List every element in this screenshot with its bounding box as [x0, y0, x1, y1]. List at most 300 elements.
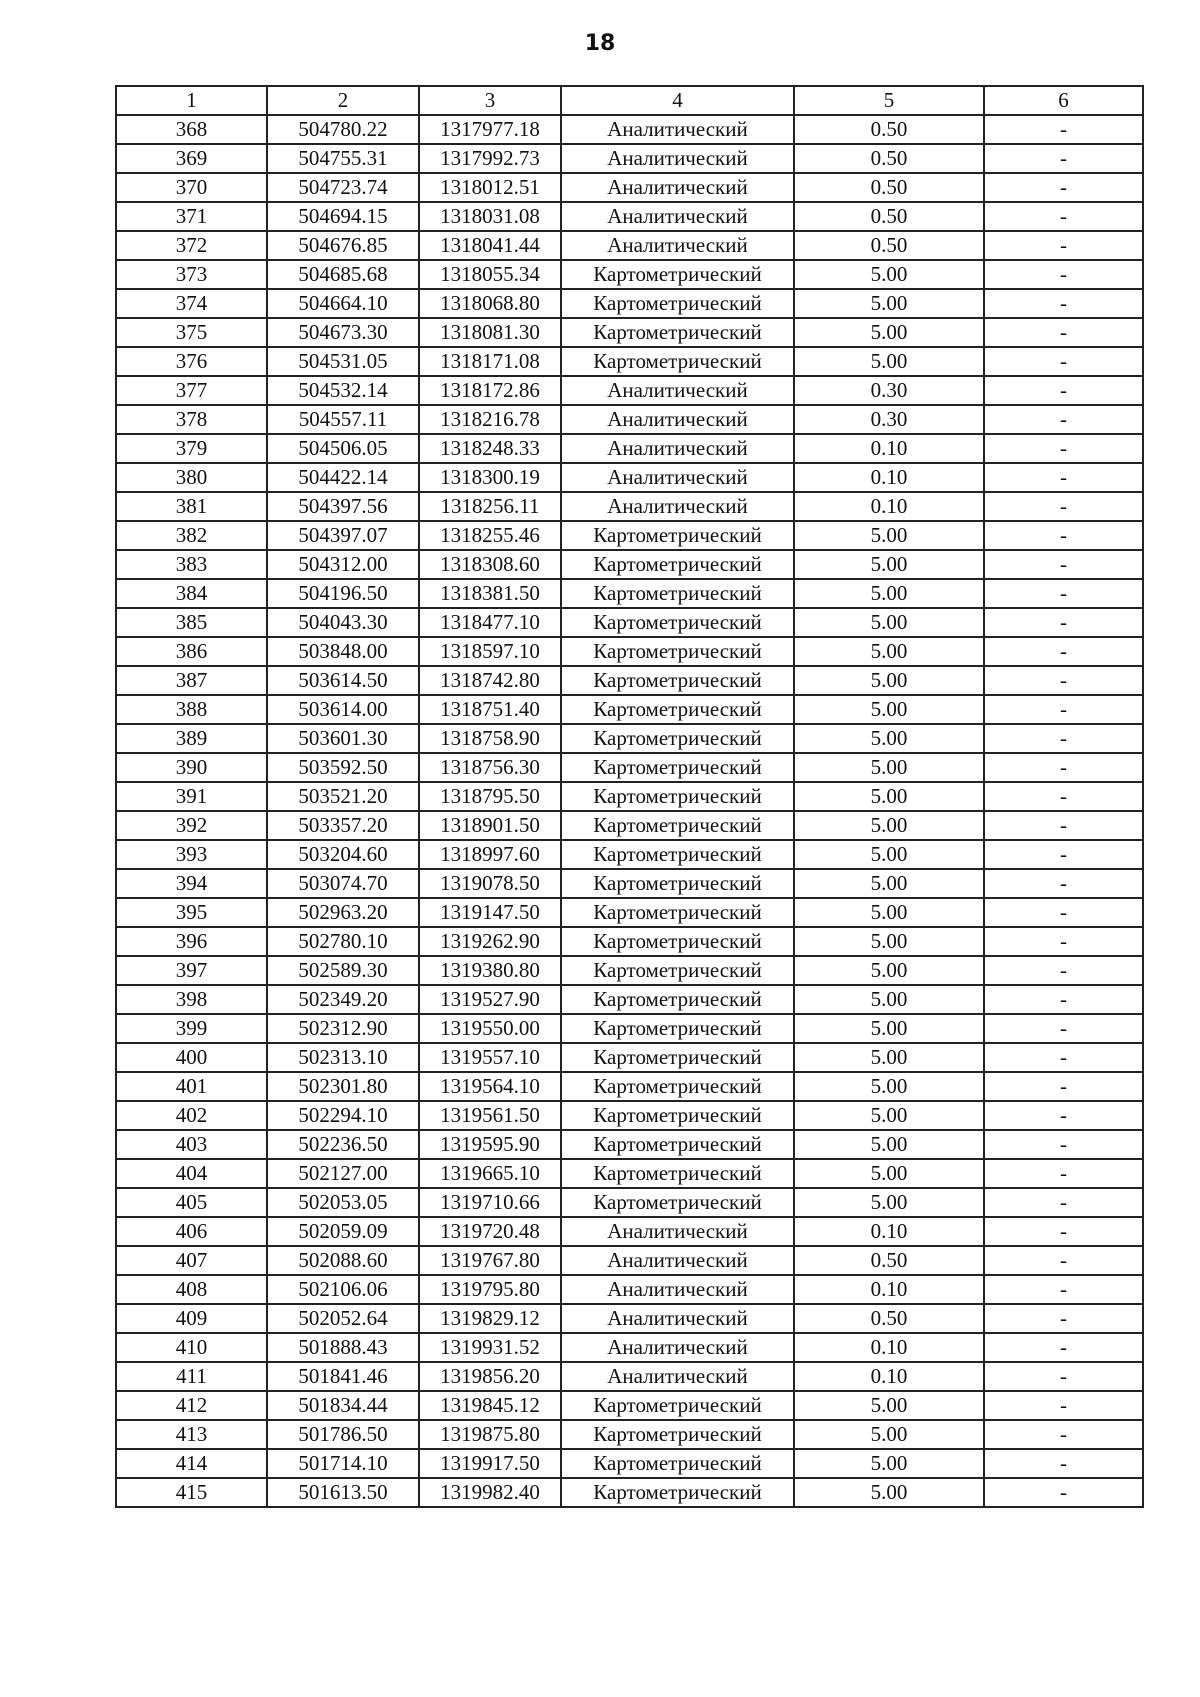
cell-accuracy: 0.10 [794, 1275, 984, 1304]
cell-coordinate-x: 502053.05 [267, 1188, 419, 1217]
cell-coordinate-y: 1319720.48 [419, 1217, 561, 1246]
cell-method: Картометрический [561, 956, 794, 985]
cell-accuracy: 5.00 [794, 1014, 984, 1043]
table-row [116, 1362, 1143, 1391]
cell-point-number: 375 [116, 318, 267, 347]
table-row [116, 231, 1143, 260]
cell-point-number: 387 [116, 666, 267, 695]
table-row [116, 869, 1143, 898]
cell-method: Картометрический [561, 1449, 794, 1478]
cell-method: Аналитический [561, 1304, 794, 1333]
table-row [116, 956, 1143, 985]
cell-accuracy: 5.00 [794, 1159, 984, 1188]
cell-note: - [984, 521, 1143, 550]
cell-accuracy: 0.50 [794, 173, 984, 202]
cell-point-number: 376 [116, 347, 267, 376]
table-row [116, 782, 1143, 811]
cell-coordinate-y: 1319665.10 [419, 1159, 561, 1188]
header-cell-5: 5 [794, 86, 984, 115]
cell-note: - [984, 463, 1143, 492]
cell-method: Аналитический [561, 144, 794, 173]
cell-coordinate-x: 504780.22 [267, 115, 419, 144]
cell-coordinate-x: 504506.05 [267, 434, 419, 463]
cell-coordinate-x: 502780.10 [267, 927, 419, 956]
table-row [116, 927, 1143, 956]
cell-point-number: 394 [116, 869, 267, 898]
cell-method: Картометрический [561, 1478, 794, 1507]
cell-accuracy: 0.50 [794, 115, 984, 144]
table-row [116, 1304, 1143, 1333]
cell-accuracy: 5.00 [794, 811, 984, 840]
cell-coordinate-x: 504685.68 [267, 260, 419, 289]
cell-coordinate-y: 1318255.46 [419, 521, 561, 550]
cell-method: Картометрический [561, 782, 794, 811]
cell-note: - [984, 579, 1143, 608]
cell-coordinate-y: 1319380.80 [419, 956, 561, 985]
cell-accuracy: 5.00 [794, 695, 984, 724]
cell-point-number: 372 [116, 231, 267, 260]
cell-note: - [984, 637, 1143, 666]
cell-coordinate-y: 1318068.80 [419, 289, 561, 318]
cell-accuracy: 5.00 [794, 898, 984, 927]
cell-coordinate-x: 502059.09 [267, 1217, 419, 1246]
cell-method: Картометрический [561, 289, 794, 318]
cell-method: Картометрический [561, 840, 794, 869]
cell-coordinate-x: 504755.31 [267, 144, 419, 173]
cell-point-number: 378 [116, 405, 267, 434]
cell-coordinate-x: 502312.90 [267, 1014, 419, 1043]
cell-coordinate-x: 502313.10 [267, 1043, 419, 1072]
table-row [116, 840, 1143, 869]
cell-method: Картометрический [561, 927, 794, 956]
cell-coordinate-x: 502294.10 [267, 1101, 419, 1130]
cell-coordinate-y: 1319262.90 [419, 927, 561, 956]
cell-method: Картометрический [561, 753, 794, 782]
cell-note: - [984, 1478, 1143, 1507]
cell-point-number: 369 [116, 144, 267, 173]
cell-note: - [984, 985, 1143, 1014]
cell-note: - [984, 376, 1143, 405]
cell-point-number: 389 [116, 724, 267, 753]
cell-accuracy: 5.00 [794, 927, 984, 956]
cell-accuracy: 0.30 [794, 376, 984, 405]
table-row [116, 1130, 1143, 1159]
cell-coordinate-x: 503074.70 [267, 869, 419, 898]
cell-point-number: 407 [116, 1246, 267, 1275]
cell-coordinate-x: 504664.10 [267, 289, 419, 318]
table-row [116, 1188, 1143, 1217]
cell-accuracy: 0.50 [794, 231, 984, 260]
cell-point-number: 381 [116, 492, 267, 521]
cell-coordinate-y: 1318751.40 [419, 695, 561, 724]
cell-point-number: 410 [116, 1333, 267, 1362]
cell-accuracy: 5.00 [794, 1478, 984, 1507]
cell-point-number: 388 [116, 695, 267, 724]
table-row [116, 405, 1143, 434]
table-body [116, 115, 1143, 1507]
cell-coordinate-x: 504312.00 [267, 550, 419, 579]
cell-accuracy: 0.10 [794, 1333, 984, 1362]
cell-coordinate-x: 503521.20 [267, 782, 419, 811]
cell-coordinate-y: 1318758.90 [419, 724, 561, 753]
cell-coordinate-y: 1318248.33 [419, 434, 561, 463]
cell-coordinate-y: 1317977.18 [419, 115, 561, 144]
cell-coordinate-y: 1318795.50 [419, 782, 561, 811]
cell-coordinate-x: 502127.00 [267, 1159, 419, 1188]
cell-accuracy: 5.00 [794, 637, 984, 666]
header-cell-4: 4 [561, 86, 794, 115]
cell-note: - [984, 898, 1143, 927]
cell-note: - [984, 1362, 1143, 1391]
cell-accuracy: 5.00 [794, 521, 984, 550]
cell-note: - [984, 753, 1143, 782]
cell-note: - [984, 1014, 1143, 1043]
cell-coordinate-y: 1319710.66 [419, 1188, 561, 1217]
cell-point-number: 384 [116, 579, 267, 608]
table-row [116, 1014, 1143, 1043]
cell-coordinate-x: 503592.50 [267, 753, 419, 782]
cell-coordinate-x: 504676.85 [267, 231, 419, 260]
cell-accuracy: 0.50 [794, 1304, 984, 1333]
cell-note: - [984, 1391, 1143, 1420]
cell-method: Картометрический [561, 1420, 794, 1449]
cell-method: Картометрический [561, 695, 794, 724]
cell-coordinate-y: 1319795.80 [419, 1275, 561, 1304]
cell-note: - [984, 608, 1143, 637]
cell-coordinate-y: 1319550.00 [419, 1014, 561, 1043]
cell-note: - [984, 1159, 1143, 1188]
table-row [116, 173, 1143, 202]
cell-point-number: 385 [116, 608, 267, 637]
table-row [116, 492, 1143, 521]
cell-coordinate-x: 504532.14 [267, 376, 419, 405]
table-row [116, 898, 1143, 927]
cell-method: Картометрический [561, 637, 794, 666]
coordinates-table [115, 85, 1144, 1508]
cell-coordinate-y: 1318477.10 [419, 608, 561, 637]
cell-coordinate-y: 1319147.50 [419, 898, 561, 927]
cell-point-number: 382 [116, 521, 267, 550]
table-row [116, 115, 1143, 144]
cell-coordinate-x: 502301.80 [267, 1072, 419, 1101]
cell-accuracy: 5.00 [794, 1130, 984, 1159]
cell-method: Аналитический [561, 1333, 794, 1362]
cell-method: Аналитический [561, 434, 794, 463]
cell-point-number: 406 [116, 1217, 267, 1246]
cell-point-number: 397 [116, 956, 267, 985]
cell-method: Картометрический [561, 1391, 794, 1420]
cell-method: Картометрический [561, 1072, 794, 1101]
cell-note: - [984, 550, 1143, 579]
cell-note: - [984, 811, 1143, 840]
cell-point-number: 380 [116, 463, 267, 492]
cell-point-number: 412 [116, 1391, 267, 1420]
cell-method: Картометрический [561, 521, 794, 550]
cell-accuracy: 5.00 [794, 550, 984, 579]
cell-coordinate-x: 504397.56 [267, 492, 419, 521]
cell-note: - [984, 1275, 1143, 1304]
cell-point-number: 401 [116, 1072, 267, 1101]
cell-coordinate-y: 1318901.50 [419, 811, 561, 840]
cell-method: Картометрический [561, 1159, 794, 1188]
table-row [116, 753, 1143, 782]
cell-coordinate-x: 502349.20 [267, 985, 419, 1014]
cell-accuracy: 5.00 [794, 724, 984, 753]
cell-point-number: 404 [116, 1159, 267, 1188]
cell-note: - [984, 173, 1143, 202]
cell-accuracy: 5.00 [794, 782, 984, 811]
cell-point-number: 415 [116, 1478, 267, 1507]
table-row [116, 202, 1143, 231]
cell-coordinate-y: 1319767.80 [419, 1246, 561, 1275]
cell-note: - [984, 289, 1143, 318]
cell-note: - [984, 666, 1143, 695]
cell-coordinate-x: 502088.60 [267, 1246, 419, 1275]
cell-coordinate-y: 1318308.60 [419, 550, 561, 579]
cell-point-number: 383 [116, 550, 267, 579]
cell-note: - [984, 1333, 1143, 1362]
table-row [116, 550, 1143, 579]
cell-point-number: 396 [116, 927, 267, 956]
table-row [116, 1072, 1143, 1101]
cell-method: Картометрический [561, 1188, 794, 1217]
cell-point-number: 405 [116, 1188, 267, 1217]
cell-coordinate-y: 1319875.80 [419, 1420, 561, 1449]
cell-point-number: 399 [116, 1014, 267, 1043]
header-cell-1: 1 [116, 86, 267, 115]
cell-coordinate-x: 504397.07 [267, 521, 419, 550]
cell-accuracy: 0.50 [794, 1246, 984, 1275]
cell-note: - [984, 115, 1143, 144]
cell-method: Аналитический [561, 376, 794, 405]
cell-note: - [984, 492, 1143, 521]
cell-method: Аналитический [561, 1246, 794, 1275]
cell-method: Картометрический [561, 666, 794, 695]
cell-method: Картометрический [561, 811, 794, 840]
cell-method: Картометрический [561, 318, 794, 347]
cell-accuracy: 5.00 [794, 840, 984, 869]
cell-note: - [984, 695, 1143, 724]
header-cell-2: 2 [267, 86, 419, 115]
cell-method: Аналитический [561, 173, 794, 202]
cell-point-number: 379 [116, 434, 267, 463]
cell-method: Картометрический [561, 869, 794, 898]
cell-accuracy: 5.00 [794, 1449, 984, 1478]
cell-accuracy: 0.10 [794, 492, 984, 521]
cell-method: Картометрический [561, 260, 794, 289]
table-row [116, 1449, 1143, 1478]
cell-note: - [984, 1188, 1143, 1217]
cell-coordinate-y: 1318041.44 [419, 231, 561, 260]
table-row [116, 666, 1143, 695]
cell-coordinate-y: 1319931.52 [419, 1333, 561, 1362]
table-row [116, 608, 1143, 637]
cell-point-number: 408 [116, 1275, 267, 1304]
cell-method: Картометрический [561, 1130, 794, 1159]
cell-coordinate-x: 504694.15 [267, 202, 419, 231]
cell-method: Картометрический [561, 550, 794, 579]
cell-method: Картометрический [561, 579, 794, 608]
cell-coordinate-x: 503357.20 [267, 811, 419, 840]
cell-point-number: 374 [116, 289, 267, 318]
cell-coordinate-y: 1318055.34 [419, 260, 561, 289]
cell-coordinate-x: 501613.50 [267, 1478, 419, 1507]
cell-point-number: 402 [116, 1101, 267, 1130]
cell-accuracy: 5.00 [794, 1072, 984, 1101]
cell-accuracy: 5.00 [794, 956, 984, 985]
cell-coordinate-x: 504673.30 [267, 318, 419, 347]
cell-coordinate-x: 501834.44 [267, 1391, 419, 1420]
cell-note: - [984, 1130, 1143, 1159]
cell-note: - [984, 869, 1143, 898]
cell-accuracy: 5.00 [794, 608, 984, 637]
cell-point-number: 395 [116, 898, 267, 927]
cell-coordinate-x: 503848.00 [267, 637, 419, 666]
cell-coordinate-y: 1318171.08 [419, 347, 561, 376]
cell-coordinate-x: 501841.46 [267, 1362, 419, 1391]
cell-point-number: 370 [116, 173, 267, 202]
cell-coordinate-x: 502236.50 [267, 1130, 419, 1159]
cell-coordinate-x: 504723.74 [267, 173, 419, 202]
cell-note: - [984, 927, 1143, 956]
cell-coordinate-y: 1319856.20 [419, 1362, 561, 1391]
cell-method: Аналитический [561, 202, 794, 231]
cell-note: - [984, 782, 1143, 811]
cell-coordinate-y: 1318742.80 [419, 666, 561, 695]
cell-note: - [984, 144, 1143, 173]
cell-point-number: 403 [116, 1130, 267, 1159]
cell-coordinate-y: 1318597.10 [419, 637, 561, 666]
cell-coordinate-y: 1319564.10 [419, 1072, 561, 1101]
cell-note: - [984, 202, 1143, 231]
cell-accuracy: 0.50 [794, 144, 984, 173]
cell-coordinate-y: 1318300.19 [419, 463, 561, 492]
cell-method: Аналитический [561, 231, 794, 260]
cell-coordinate-x: 502052.64 [267, 1304, 419, 1333]
cell-method: Аналитический [561, 492, 794, 521]
cell-coordinate-y: 1318997.60 [419, 840, 561, 869]
table-row [116, 318, 1143, 347]
cell-note: - [984, 840, 1143, 869]
cell-coordinate-y: 1318756.30 [419, 753, 561, 782]
cell-point-number: 371 [116, 202, 267, 231]
cell-coordinate-y: 1318081.30 [419, 318, 561, 347]
table-row [116, 1246, 1143, 1275]
cell-accuracy: 5.00 [794, 985, 984, 1014]
cell-method: Картометрический [561, 608, 794, 637]
cell-coordinate-x: 501888.43 [267, 1333, 419, 1362]
header-cell-6: 6 [984, 86, 1143, 115]
cell-point-number: 386 [116, 637, 267, 666]
cell-coordinate-x: 501714.10 [267, 1449, 419, 1478]
table-row [116, 260, 1143, 289]
cell-coordinate-x: 503204.60 [267, 840, 419, 869]
cell-note: - [984, 260, 1143, 289]
cell-accuracy: 5.00 [794, 753, 984, 782]
cell-accuracy: 0.30 [794, 405, 984, 434]
cell-coordinate-x: 503601.30 [267, 724, 419, 753]
table-row [116, 347, 1143, 376]
cell-point-number: 413 [116, 1420, 267, 1449]
cell-accuracy: 5.00 [794, 347, 984, 376]
cell-coordinate-x: 504531.05 [267, 347, 419, 376]
cell-method: Аналитический [561, 463, 794, 492]
cell-point-number: 411 [116, 1362, 267, 1391]
cell-accuracy: 5.00 [794, 260, 984, 289]
cell-method: Картометрический [561, 347, 794, 376]
cell-point-number: 390 [116, 753, 267, 782]
cell-point-number: 377 [116, 376, 267, 405]
cell-accuracy: 5.00 [794, 1101, 984, 1130]
cell-coordinate-x: 502589.30 [267, 956, 419, 985]
cell-method: Картометрический [561, 1101, 794, 1130]
table-row [116, 1391, 1143, 1420]
cell-note: - [984, 1246, 1143, 1275]
table-row [116, 289, 1143, 318]
cell-accuracy: 0.50 [794, 202, 984, 231]
cell-coordinate-x: 503614.50 [267, 666, 419, 695]
table-row [116, 463, 1143, 492]
cell-point-number: 391 [116, 782, 267, 811]
cell-coordinate-y: 1319557.10 [419, 1043, 561, 1072]
cell-coordinate-y: 1319527.90 [419, 985, 561, 1014]
table-row [116, 579, 1143, 608]
table-row [116, 637, 1143, 666]
cell-coordinate-y: 1317992.73 [419, 144, 561, 173]
cell-accuracy: 5.00 [794, 1420, 984, 1449]
header-cell-3: 3 [419, 86, 561, 115]
cell-accuracy: 5.00 [794, 1391, 984, 1420]
cell-coordinate-x: 504043.30 [267, 608, 419, 637]
cell-method: Аналитический [561, 115, 794, 144]
cell-note: - [984, 1304, 1143, 1333]
cell-coordinate-y: 1319561.50 [419, 1101, 561, 1130]
cell-method: Картометрический [561, 724, 794, 753]
table-row [116, 521, 1143, 550]
cell-accuracy: 0.10 [794, 1217, 984, 1246]
cell-note: - [984, 1420, 1143, 1449]
table-row [116, 1043, 1143, 1072]
cell-point-number: 398 [116, 985, 267, 1014]
cell-accuracy: 5.00 [794, 318, 984, 347]
table-row [116, 434, 1143, 463]
cell-accuracy: 5.00 [794, 289, 984, 318]
cell-coordinate-x: 503614.00 [267, 695, 419, 724]
cell-accuracy: 5.00 [794, 869, 984, 898]
cell-note: - [984, 956, 1143, 985]
cell-note: - [984, 1449, 1143, 1478]
header-row [116, 86, 1143, 115]
cell-coordinate-y: 1319982.40 [419, 1478, 561, 1507]
page-number: 18 [584, 31, 616, 56]
cell-note: - [984, 1217, 1143, 1246]
cell-coordinate-y: 1318216.78 [419, 405, 561, 434]
cell-method: Картометрический [561, 898, 794, 927]
cell-note: - [984, 347, 1143, 376]
table-row [116, 1159, 1143, 1188]
cell-note: - [984, 724, 1143, 753]
cell-coordinate-y: 1318381.50 [419, 579, 561, 608]
cell-accuracy: 5.00 [794, 1043, 984, 1072]
cell-point-number: 414 [116, 1449, 267, 1478]
cell-point-number: 392 [116, 811, 267, 840]
cell-coordinate-y: 1319595.90 [419, 1130, 561, 1159]
cell-coordinate-y: 1319917.50 [419, 1449, 561, 1478]
table-row [116, 1217, 1143, 1246]
table-row [116, 1101, 1143, 1130]
cell-coordinate-x: 504422.14 [267, 463, 419, 492]
cell-coordinate-x: 502106.06 [267, 1275, 419, 1304]
